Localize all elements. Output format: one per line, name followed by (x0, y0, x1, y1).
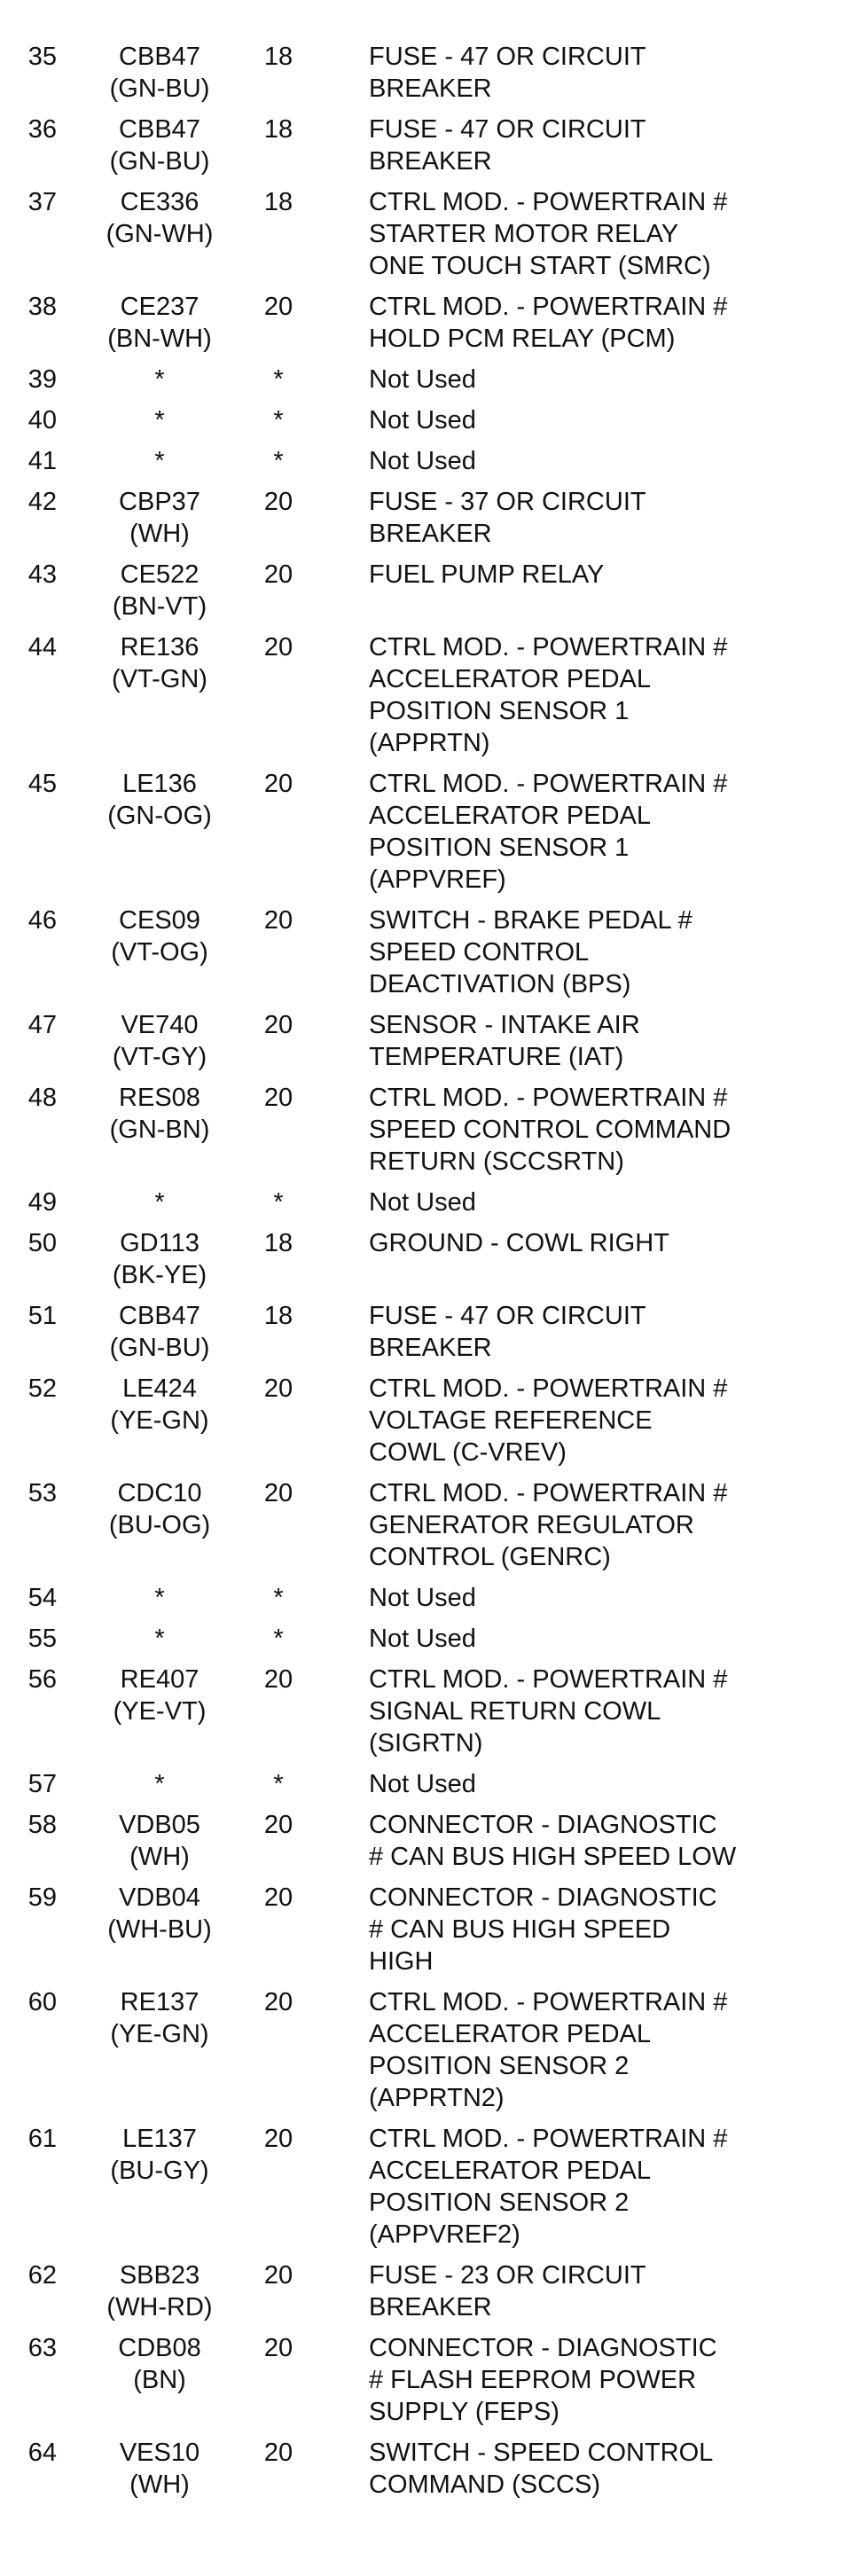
pin-number: 46 (27, 906, 57, 935)
circuit-description: CONNECTOR - DIAGNOSTIC # CAN BUS HIGH SPEED HIGH (369, 1883, 717, 1976)
wire-gauge: 20 (263, 633, 293, 662)
circuit-code: CBB47 (GN-BU) (109, 1302, 210, 1362)
table-row (0, 1882, 853, 1977)
circuit-code: RE137 (YE-GN) (110, 1988, 209, 2048)
circuit-description: FUSE - 47 OR CIRCUIT BREAKER (369, 1302, 646, 1362)
table-row (0, 186, 853, 282)
pin-number: 51 (27, 1302, 57, 1330)
circuit-description: CTRL MOD. - POWERTRAIN # STARTER MOTOR RELAY ONE TOUCH START (SMRC) (369, 188, 728, 280)
pin-number: 55 (27, 1625, 57, 1653)
pin-number: 59 (27, 1883, 57, 1912)
wire-gauge: * (273, 1770, 284, 1798)
wire-gauge: 20 (263, 293, 293, 321)
wire-gauge: 20 (263, 1988, 293, 2016)
circuit-code: RES08 (GN-BN) (109, 1084, 210, 1144)
circuit-description: SENSOR - INTAKE AIR TEMPERATURE (IAT) (369, 1011, 640, 1071)
wire-gauge: 20 (263, 2439, 293, 2467)
wire-gauge: 20 (263, 2334, 293, 2362)
circuit-description: CTRL MOD. - POWERTRAIN # SIGNAL RETURN COWL (SIGRTN) (369, 1665, 728, 1758)
circuit-description: GROUND - COWL RIGHT (369, 1229, 669, 1257)
table-row (0, 1477, 853, 1573)
circuit-code: * (154, 1188, 165, 1217)
table-row (0, 1582, 853, 1614)
pin-number: 45 (27, 770, 57, 798)
table-row (0, 1623, 853, 1655)
wire-gauge: 18 (263, 1229, 293, 1257)
circuit-code: CE336 (GN-WH) (106, 188, 214, 248)
table-row (0, 404, 853, 436)
pin-number: 50 (27, 1229, 57, 1257)
table-row (0, 2437, 853, 2501)
circuit-code: LE424 (YE-GN) (110, 1374, 209, 1435)
wire-gauge: 18 (263, 1302, 293, 1330)
pin-number: 35 (27, 43, 57, 71)
circuit-description: Not Used (369, 1625, 476, 1653)
wire-gauge: 20 (263, 1883, 293, 1912)
pin-number: 41 (27, 447, 57, 475)
circuit-code: CDB08 (BN) (118, 2334, 201, 2394)
circuit-code: * (154, 447, 165, 475)
circuit-description: Not Used (369, 1188, 476, 1217)
circuit-description: Not Used (369, 365, 476, 394)
circuit-code: * (154, 406, 165, 435)
wire-gauge: * (273, 1625, 284, 1653)
table-row (0, 364, 853, 395)
circuit-code: LE136 (GN-OG) (107, 770, 212, 830)
pin-number: 42 (27, 488, 57, 516)
table-row (0, 559, 853, 622)
wire-gauge: 20 (263, 1479, 293, 1507)
wire-gauge: * (273, 1188, 284, 1217)
table-row (0, 445, 853, 477)
circuit-code: CDC10 (BU-OG) (108, 1479, 211, 1539)
pin-number: 48 (27, 1084, 57, 1112)
circuit-code: * (154, 1770, 165, 1798)
table-row (0, 2259, 853, 2323)
pin-number: 37 (27, 188, 57, 216)
table-row (0, 1768, 853, 1800)
circuit-code: GD113 (BK-YE) (112, 1229, 207, 1289)
pin-number: 39 (27, 365, 57, 394)
table-row (0, 1227, 853, 1291)
circuit-code: CE237 (BN-WH) (107, 293, 212, 353)
wire-gauge: 20 (263, 2125, 293, 2153)
circuit-description: CTRL MOD. - POWERTRAIN # ACCELERATOR PEDAL POSITION SENSOR 2 (APPRTN2) (369, 1988, 728, 2112)
table-row (0, 1809, 853, 1873)
wire-gauge: 18 (263, 188, 293, 216)
circuit-code: VES10 (WH) (119, 2439, 200, 2499)
circuit-description: Not Used (369, 1770, 476, 1798)
table-row (0, 486, 853, 550)
circuit-description: SWITCH - SPEED CONTROL COMMAND (SCCS) (369, 2439, 714, 2499)
circuit-description: CONNECTOR - DIAGNOSTIC # FLASH EEPROM POWER SUPPLY (FEPS) (369, 2334, 717, 2426)
circuit-description: CONNECTOR - DIAGNOSTIC # CAN BUS HIGH SPEED LOW (369, 1811, 737, 1871)
table-row (0, 291, 853, 355)
circuit-description: Not Used (369, 406, 476, 435)
pin-number: 62 (27, 2261, 57, 2290)
circuit-description: CTRL MOD. - POWERTRAIN # ACCELERATOR PEDAL POSITION SENSOR 1 (APPRTN) (369, 633, 728, 757)
table-row (0, 631, 853, 759)
wire-gauge: 18 (263, 43, 293, 71)
circuit-code: CBB47 (GN-BU) (109, 115, 210, 176)
circuit-code: CBP37 (WH) (119, 488, 200, 548)
circuit-description: CTRL MOD. - POWERTRAIN # ACCELERATOR PEDAL POSITION SENSOR 2 (APPVREF2) (369, 2125, 728, 2249)
table-row (0, 114, 853, 177)
wire-gauge: 20 (263, 1084, 293, 1112)
table-row (0, 1300, 853, 1364)
table-row (0, 1986, 853, 2114)
circuit-code: CES09 (VT-OG) (111, 906, 208, 967)
pin-number: 47 (27, 1011, 57, 1039)
circuit-description: FUSE - 47 OR CIRCUIT BREAKER (369, 43, 646, 103)
pin-number: 44 (27, 633, 57, 662)
wire-gauge: 20 (263, 560, 293, 589)
circuit-description: CTRL MOD. - POWERTRAIN # HOLD PCM RELAY (PCM) (369, 293, 728, 353)
pin-number: 56 (27, 1665, 57, 1694)
wire-gauge: * (273, 406, 284, 435)
pin-number: 57 (27, 1770, 57, 1798)
circuit-description: FUSE - 23 OR CIRCUIT BREAKER (369, 2261, 646, 2322)
table-row (0, 41, 853, 105)
circuit-code: SBB23 (WH-RD) (106, 2261, 213, 2322)
circuit-description: FUEL PUMP RELAY (369, 560, 605, 589)
pin-number: 38 (27, 293, 57, 321)
table-row (0, 1082, 853, 1178)
circuit-description: CTRL MOD. - POWERTRAIN # VOLTAGE REFERENCE COWL (C-VREV) (369, 1374, 728, 1467)
pin-number: 49 (27, 1188, 57, 1217)
wire-gauge: * (273, 447, 284, 475)
circuit-description: FUSE - 47 OR CIRCUIT BREAKER (369, 115, 646, 176)
circuit-code: LE137 (BU-GY) (110, 2125, 209, 2185)
circuit-code: * (154, 1625, 165, 1653)
circuit-description: Not Used (369, 447, 476, 475)
pin-number: 61 (27, 2125, 57, 2153)
wire-gauge: 18 (263, 115, 293, 144)
circuit-code: VDB04 (WH-BU) (107, 1883, 212, 1944)
circuit-code: VDB05 (WH) (119, 1811, 200, 1871)
pin-number: 53 (27, 1479, 57, 1507)
wire-gauge: 20 (263, 1374, 293, 1403)
wire-gauge: 20 (263, 1811, 293, 1839)
circuit-description: CTRL MOD. - POWERTRAIN # GENERATOR REGULATOR CONTROL (GENRC) (369, 1479, 728, 1571)
wire-gauge: 20 (263, 488, 293, 516)
table-row (0, 1186, 853, 1218)
pin-number: 36 (27, 115, 57, 144)
table-row (0, 1664, 853, 1759)
pin-number: 43 (27, 560, 57, 589)
pin-number: 64 (27, 2439, 57, 2467)
table-row (0, 1373, 853, 1468)
pin-number: 63 (27, 2334, 57, 2362)
wire-gauge: 20 (263, 770, 293, 798)
circuit-code: RE407 (YE-VT) (113, 1665, 207, 1726)
wire-gauge: 20 (263, 1665, 293, 1694)
circuit-code: RE136 (VT-GN) (112, 633, 207, 693)
table-row (0, 2332, 853, 2428)
wire-gauge: 20 (263, 906, 293, 935)
circuit-code: CE522 (BN-VT) (112, 560, 207, 621)
wire-gauge: * (273, 1584, 284, 1612)
pin-number: 58 (27, 1811, 57, 1839)
circuit-code: CBB47 (GN-BU) (109, 43, 210, 103)
wire-gauge: 20 (263, 1011, 293, 1039)
circuit-code: VE740 (VT-GY) (112, 1011, 207, 1071)
pin-number: 40 (27, 406, 57, 435)
circuit-description: SWITCH - BRAKE PEDAL # SPEED CONTROL DEACTIVATION (BPS) (369, 906, 693, 998)
table-row (0, 2123, 853, 2251)
circuit-description: Not Used (369, 1584, 476, 1612)
circuit-description: FUSE - 37 OR CIRCUIT BREAKER (369, 488, 646, 548)
pin-number: 60 (27, 1988, 57, 2016)
circuit-code: * (154, 1584, 165, 1612)
circuit-description: CTRL MOD. - POWERTRAIN # ACCELERATOR PEDAL POSITION SENSOR 1 (APPVREF) (369, 770, 728, 894)
circuit-code: * (154, 365, 165, 394)
pin-number: 52 (27, 1374, 57, 1403)
circuit-description: CTRL MOD. - POWERTRAIN # SPEED CONTROL COMMAND RETURN (SCCSRTN) (369, 1084, 732, 1176)
wire-gauge: 20 (263, 2261, 293, 2290)
table-row (0, 768, 853, 896)
pin-number: 54 (27, 1584, 57, 1612)
table-row (0, 904, 853, 1000)
table-row (0, 1009, 853, 1073)
wire-gauge: * (273, 365, 284, 394)
